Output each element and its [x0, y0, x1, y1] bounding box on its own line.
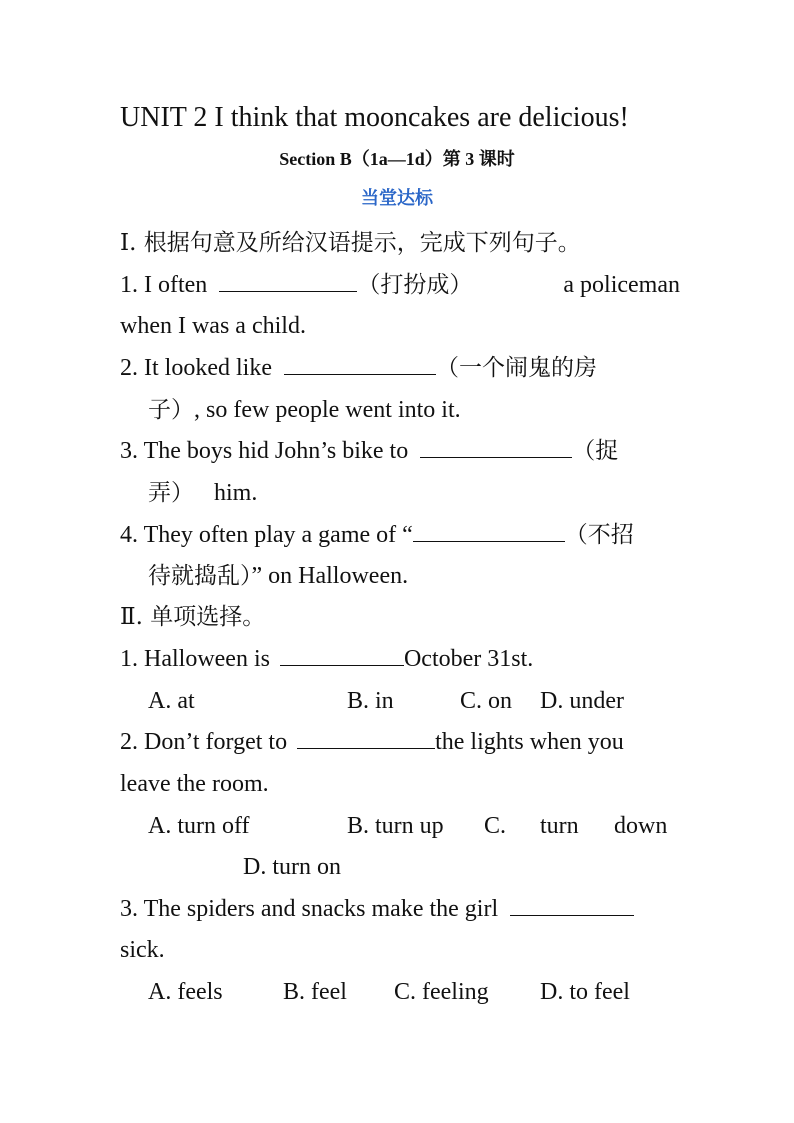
p2-q2-option-c-word1[interactable]: turn: [540, 813, 579, 839]
p1-q1-line2: when I was a child.: [120, 313, 306, 339]
p2-q2-option-b[interactable]: B. turn up: [347, 813, 444, 839]
p2-q3-option-c[interactable]: C. feeling: [394, 979, 489, 1005]
p2-q3-blank[interactable]: [510, 895, 634, 916]
p1-q3-line2: [148, 478, 708, 508]
p1-q1-before: 1. I often: [120, 272, 208, 298]
p2-q2-option-d[interactable]: D. turn on: [243, 854, 341, 880]
p2-q2-option-a[interactable]: A. turn off: [148, 813, 250, 839]
p1-q3-line1: [120, 436, 680, 466]
p1-q1-hint: （打扮成）: [357, 272, 473, 298]
p2-q3-option-a[interactable]: A. feels: [148, 979, 223, 1005]
p1-q2-line1: [120, 353, 680, 383]
p1-q4-before: 4. They often play a game of “: [120, 522, 413, 548]
p2-q1-option-c[interactable]: C. on: [460, 688, 513, 714]
p1-q2-cont-cn: 子）: [148, 397, 194, 423]
p2-q3-stem: [120, 894, 680, 924]
p1-q2-before: 2. It looked like: [120, 355, 272, 381]
p2-q2-stem: [120, 727, 680, 757]
p1-q3-cont-cn: 弄）: [148, 480, 194, 506]
p2-q1-stem: [120, 644, 680, 674]
p1-q2-cont: , so few people went into it.: [194, 397, 461, 423]
p2-q1-stem-a: 1. Halloween is: [120, 646, 270, 672]
p2-q1-option-a[interactable]: A. at: [148, 688, 195, 714]
p2-q1-option-b[interactable]: B. in: [347, 688, 394, 714]
part1-heading: Ⅰ. 根据句意及所给汉语提示，完成下列句子。: [120, 230, 581, 256]
p1-q2-hint: （一个闹鬼的房: [435, 355, 597, 381]
unit-title: UNIT 2 I think that mooncakes are delicious!: [120, 102, 629, 133]
p2-q2-stem-b: the lights when you: [435, 729, 624, 755]
p1-q4-cont: ” on Halloween.: [251, 563, 409, 589]
p2-q1-option-d[interactable]: D. under: [540, 688, 624, 714]
p2-q1-stem-b: October 31st.: [403, 646, 534, 672]
practice-tag: 当堂达标: [361, 188, 433, 209]
p1-q1-blank[interactable]: [219, 271, 357, 292]
p1-q4-hint: （不招: [564, 522, 634, 548]
p1-q2-line2: [148, 395, 708, 425]
p2-q3-stem-a: 3. The spiders and snacks make the girl: [120, 896, 499, 922]
p1-q3-blank[interactable]: [420, 437, 572, 458]
p1-q4-blank[interactable]: [413, 521, 565, 542]
p2-q2-option-c-letter[interactable]: C.: [484, 813, 507, 839]
p2-q2-stem-a: 2. Don’t forget to: [120, 729, 288, 755]
part2-heading: Ⅱ. 单项选择。: [120, 604, 266, 630]
p2-q3-option-b[interactable]: B. feel: [283, 979, 347, 1005]
p2-q1-blank[interactable]: [280, 645, 404, 666]
p2-q2-option-c-word2[interactable]: down: [614, 813, 668, 839]
section-subtitle: Section B（1a—1d）第 3 课时: [279, 149, 515, 169]
p1-q2-blank[interactable]: [284, 354, 436, 375]
p1-q4-line2: [148, 561, 708, 591]
p1-q3-hint: （捉: [572, 438, 619, 464]
p2-q2-line2: leave the room.: [120, 771, 269, 797]
p2-q3-option-d[interactable]: D. to feel: [540, 979, 630, 1005]
p1-q4-cont-cn: 待就捣乱）: [148, 563, 252, 589]
p1-q3-cont: him.: [214, 480, 258, 506]
p1-q1-line1: [120, 270, 680, 300]
p1-q4-line1: [120, 520, 680, 550]
p1-q3-before: 3. The boys hid John’s bike to: [120, 438, 409, 464]
p2-q3-line2: sick.: [120, 937, 165, 963]
p2-q2-blank[interactable]: [297, 728, 435, 749]
p1-q1-after: a policeman: [563, 272, 680, 298]
